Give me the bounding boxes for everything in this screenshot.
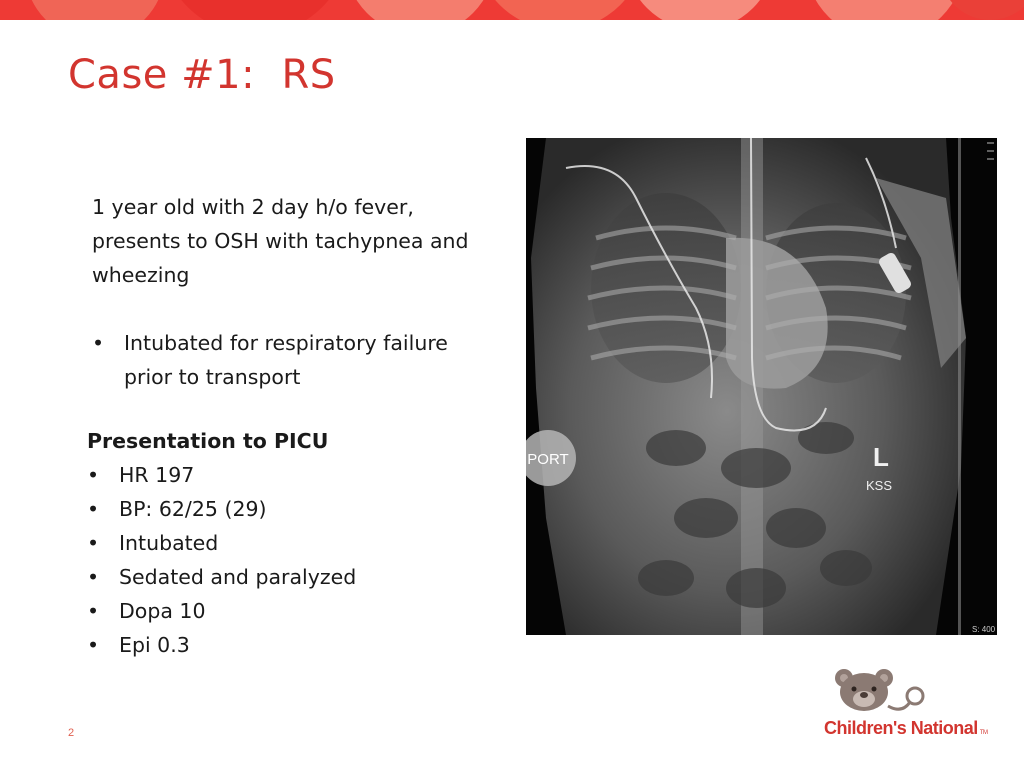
presentation-item-intubated: Intubated [119,531,219,555]
presentation-heading: Presentation to PICU [87,429,329,453]
list-item [87,560,507,594]
list-item [87,458,507,492]
bullet-icon: • [87,463,100,487]
band-bubbles [0,0,1024,20]
presentation-item-epi: Epi 0.3 [119,633,190,657]
intro-bullet [92,326,492,394]
bullet-icon: • [87,599,100,623]
logo-name: Children's National [824,718,978,738]
logo-wordmark [824,718,987,739]
presentation-item-hr: HR 197 [119,463,195,487]
tech-initials: KSS [866,478,893,493]
list-item [87,492,507,526]
bullet-icon: • [87,497,100,521]
laterality-marker: L [873,442,889,472]
teddy-bear-icon [832,668,932,720]
presentation-block [87,424,507,662]
scale-label: S: 400 [972,625,996,634]
list-item [87,628,507,662]
bullet-icon: • [87,565,100,589]
list-item [87,526,507,560]
xray-drawing [526,138,997,635]
page-number: 2 [68,727,75,739]
list-item [87,594,507,628]
bullet-icon: • [87,531,100,555]
intro-text: 1 year old with 2 day h/o fever, presents to OSH with tachypnea and wheezing [92,195,469,287]
top-decorative-band [0,0,1024,20]
intro-bullet-text: Intubated for respiratory failure prior to transport [124,331,448,389]
port-marker-label: PORT [527,451,569,468]
presentation-item-sedated: Sedated and paralyzed [119,565,357,589]
chest-xray-image [526,138,997,635]
presentation-item-bp: BP: 62/25 (29) [119,497,267,521]
intro-block [92,190,492,394]
bullet-icon: • [87,633,100,657]
presentation-item-dopa: Dopa 10 [119,599,206,623]
logo-trademark: TM [979,730,988,736]
childrens-national-logo [824,668,1014,748]
slide-title: Case #1: RS [68,52,336,98]
bullet-icon: • [92,331,105,355]
